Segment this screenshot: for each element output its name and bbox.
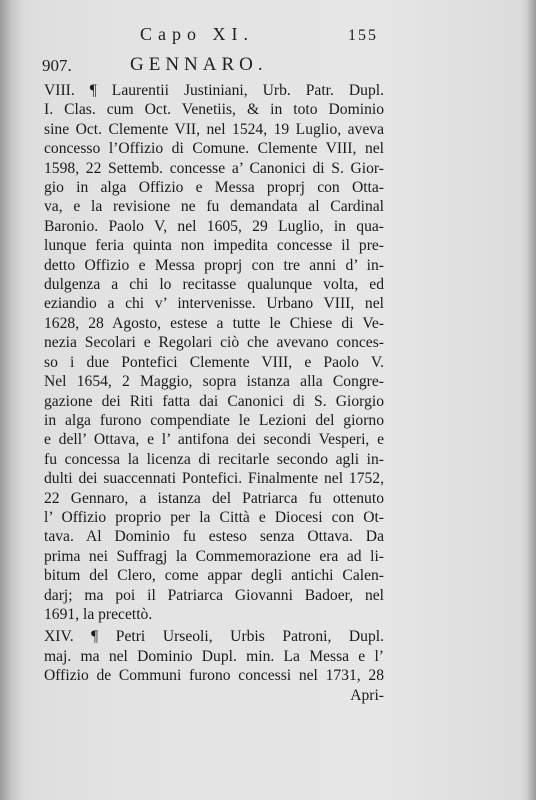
text-line: Nel 1654, 2 Maggio, sopra istanza alla Congre- bbox=[44, 373, 384, 391]
text-line: va, e la revisione ne fu demandata al Cardinal bbox=[44, 198, 384, 216]
text-line: XIV. ¶ Petri Urseoli, Urbis Patroni, Dupl. bbox=[44, 628, 384, 646]
catchword: Apri- bbox=[350, 686, 384, 704]
text-line: nezia Secolari e Regolari ciò che avevano conces- bbox=[44, 334, 384, 352]
text-line: bitum del Clero, come appar degli antichi Calen- bbox=[44, 567, 384, 585]
text-line: dulti dei suaccennati Pontefici. Finalmente nel 1752, bbox=[44, 470, 384, 488]
text-line: so i due Pontefici Clemente VIII, e Paolo V. bbox=[44, 353, 384, 371]
text-line: maj. ma nel Dominio Dupl. min. La Messa e l’ bbox=[44, 647, 384, 665]
text-line: sine Oct. Clemente VII, nel 1524, 19 Luglio, aveva bbox=[44, 120, 384, 138]
text-line: fu concessa la licenza di recitarle secondo agli in- bbox=[44, 450, 384, 468]
text-line: detto Offizio e Messa proprj con tre anni d’ in- bbox=[44, 256, 384, 274]
text-line: eziandio a chi v’ intervenisse. Urbano VIII, nel bbox=[44, 295, 384, 313]
text-line: 22 Gennaro, a istanza del Patriarca fu ottenuto bbox=[44, 489, 384, 507]
text-line: e dell’ Ottava, e l’ antifona dei secondi Vesperi, e bbox=[44, 431, 384, 449]
running-head: Capo XI. bbox=[140, 24, 254, 44]
text-line: concesso l’Offizio di Comune. Clemente VIII, nel bbox=[44, 140, 384, 158]
text-line: 1598, 22 Settemb. concesse a’ Canonici di S. Gior- bbox=[44, 159, 384, 177]
text-line: VIII. ¶ Laurentii Justiniani, Urb. Patr. Dupl. bbox=[44, 82, 384, 99]
paragraph-laurentii-justiniani bbox=[44, 81, 384, 624]
text-line: prima nei Suffragj la Commemorazione era ad li- bbox=[44, 547, 384, 565]
text-line: Offizio de Communi furono concessi nel 1731, 28 bbox=[44, 667, 384, 685]
text-line: in alga furono compendiate le Lezioni del giorno bbox=[44, 411, 384, 429]
paragraph-petri-urseoli bbox=[44, 627, 384, 685]
text-line: l’ Offizio proprio per la Città e Diocesi con Ot- bbox=[44, 508, 384, 526]
page-edge-shadow bbox=[526, 0, 536, 800]
text-line: tava. Al Dominio fu esteso senza Ottava. Da bbox=[44, 528, 384, 546]
page-number: 155 bbox=[348, 27, 378, 44]
month-heading: GENNARO. bbox=[130, 54, 268, 75]
body-text bbox=[44, 81, 384, 705]
text-line: I. Clas. cum Oct. Venetiis, & in toto Dominio bbox=[44, 101, 384, 119]
day-number: 907. bbox=[42, 56, 72, 75]
text-line: gazione dei Riti fatta dai Canonici di S. Giorgio bbox=[44, 392, 384, 410]
text-line: gio in alga Offizio e Messa proprj con Otta- bbox=[44, 179, 384, 197]
text-line: Baronio. Paolo V, nel 1605, 29 Luglio, in qua- bbox=[44, 217, 384, 235]
text-line: 1691, la precettò. bbox=[44, 605, 153, 623]
text-line: darj; ma poi il Patriarca Giovanni Badoer, nel bbox=[44, 586, 384, 604]
text-line: 1628, 28 Agosto, estese a tutte le Chiese di Ve- bbox=[44, 314, 384, 332]
text-line: lunque feria quinta non impedita concesse il pre- bbox=[44, 237, 384, 255]
text-line: dulgenza a chi lo recitasse qualunque volta, ed bbox=[44, 276, 384, 294]
page-gutter-shadow bbox=[0, 0, 22, 800]
